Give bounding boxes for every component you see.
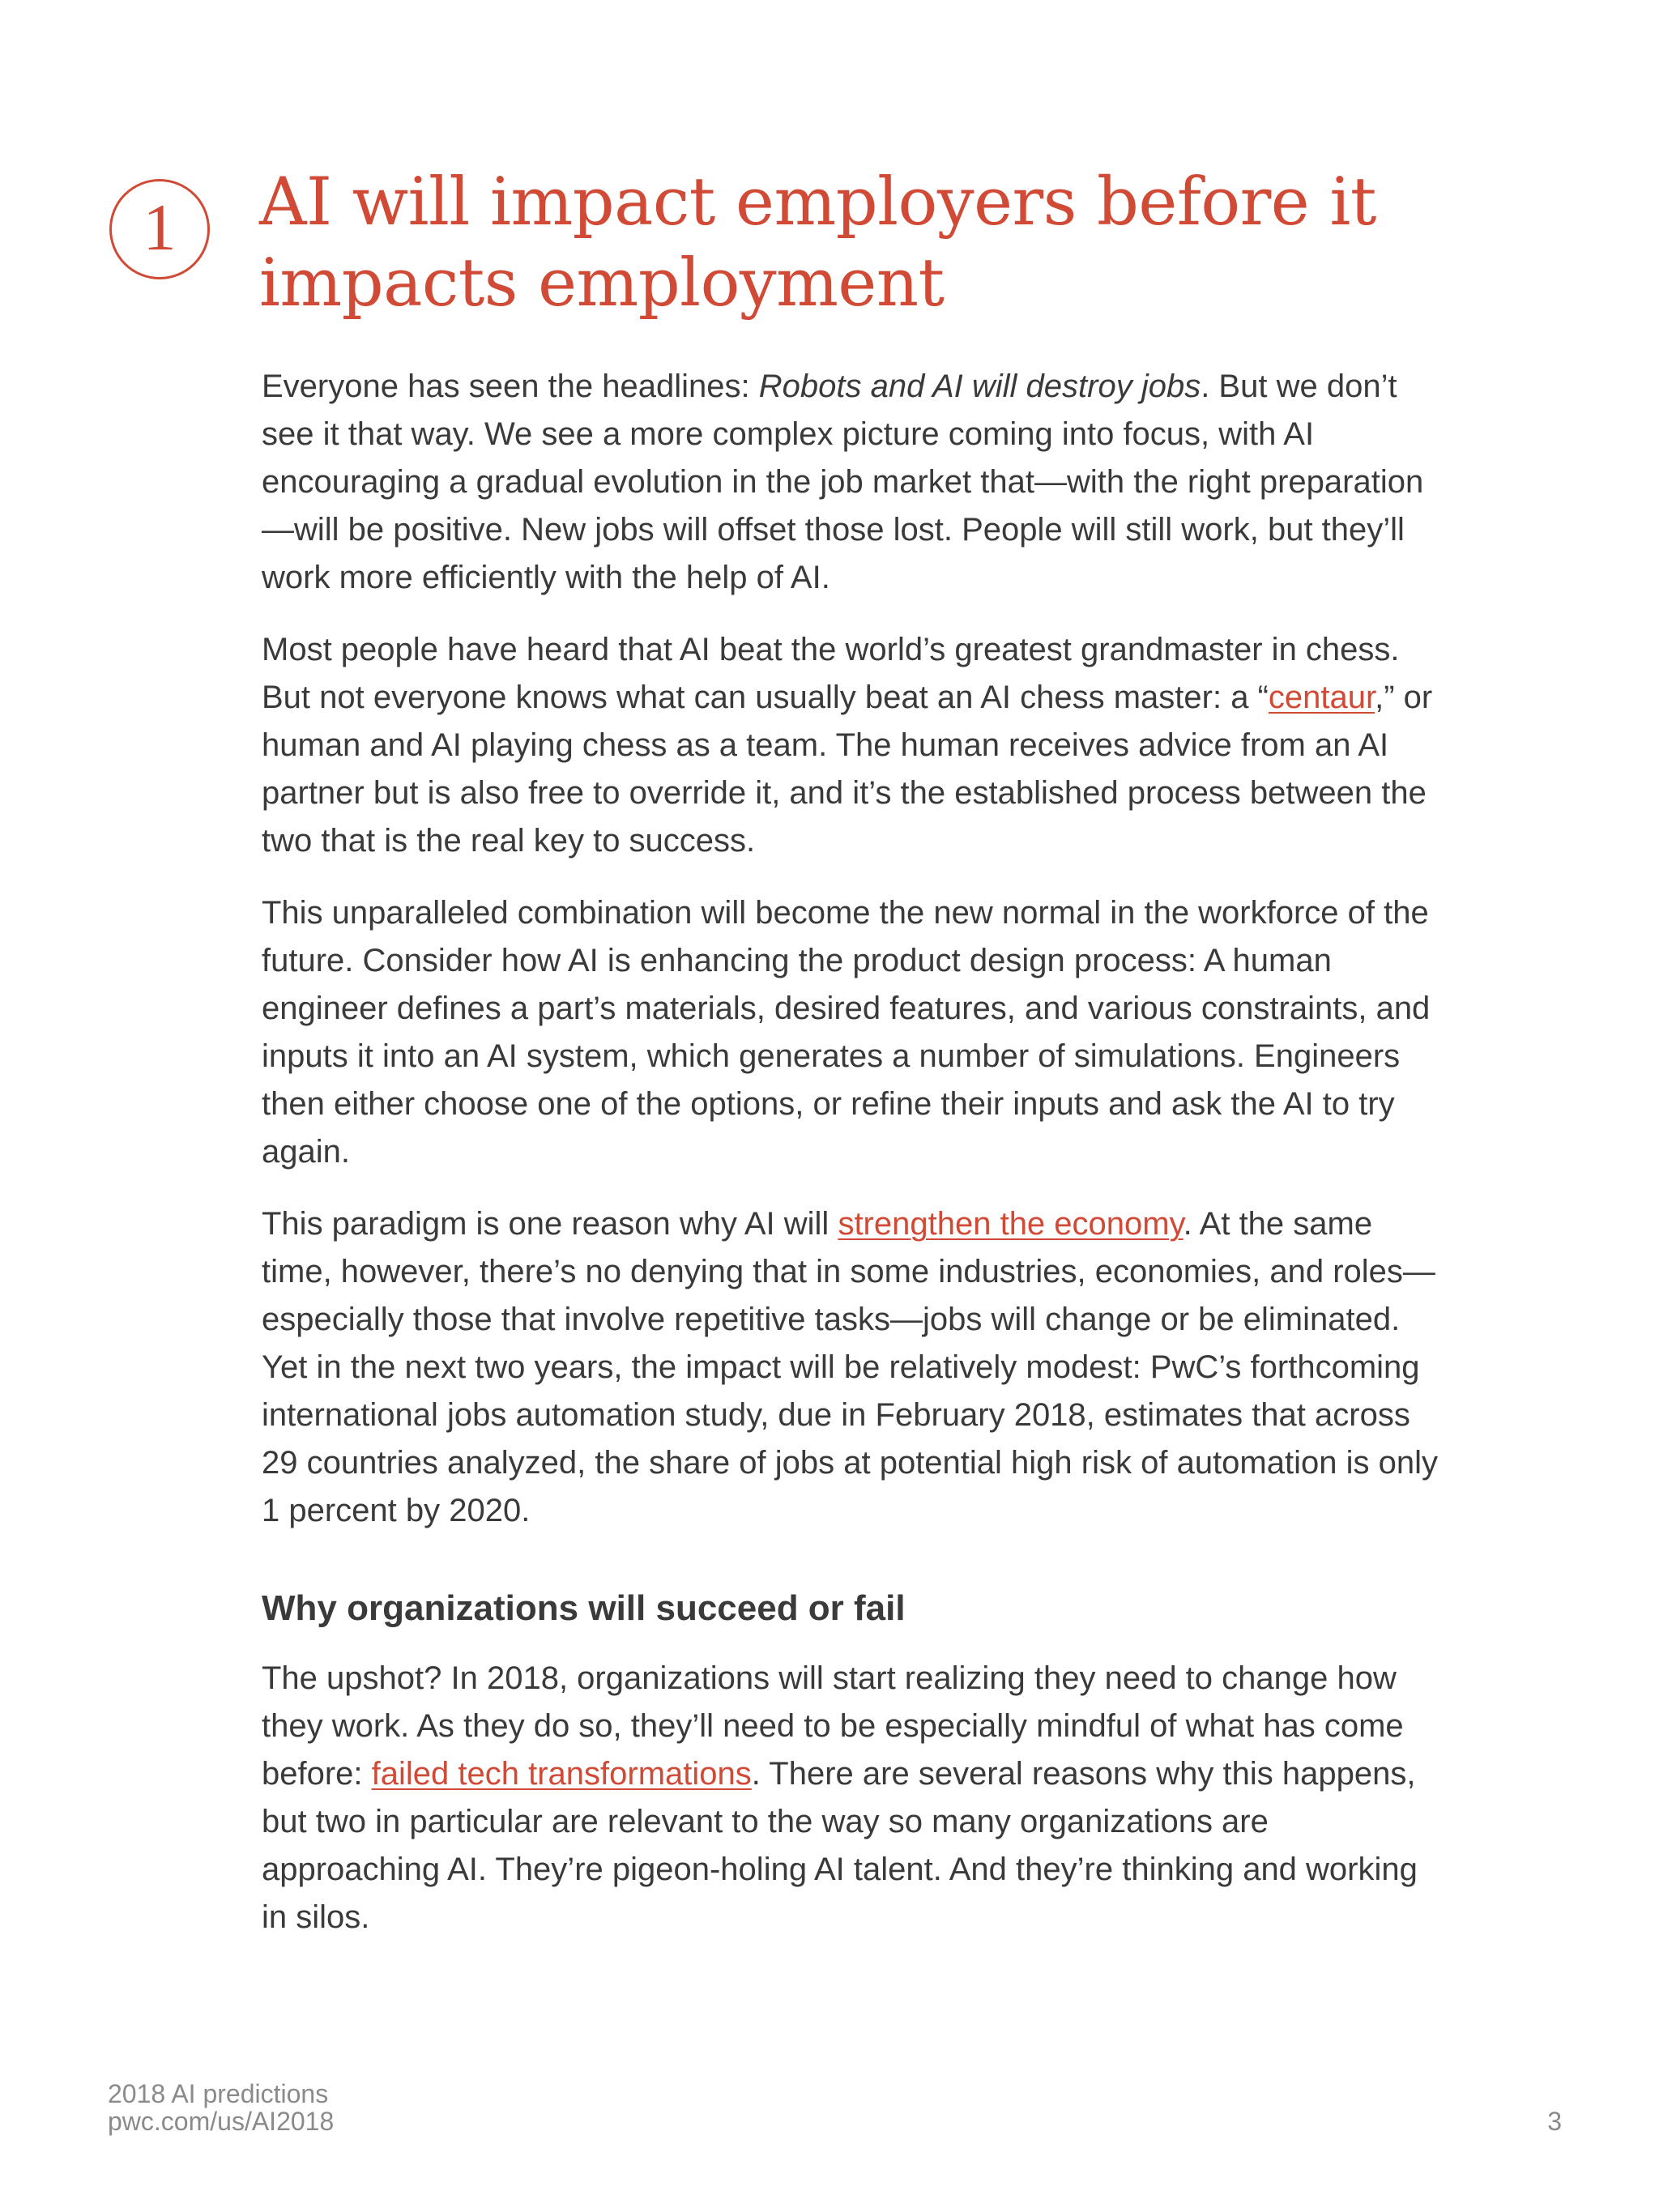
paragraph-2 xyxy=(262,626,1444,865)
section-number: 1 xyxy=(143,190,177,264)
article-body xyxy=(262,363,1444,1966)
headline-quote: Robots and AI will destroy jobs xyxy=(758,369,1201,404)
paragraph-5-text-b: . There are several reasons why this happens, but two in particular are relevant to the way so many organizations are approaching AI. They’re pigeon-holing AI talent. And they’re thinking and working in silos. xyxy=(262,1756,1418,1935)
failed-tech-transformations-link[interactable]: failed tech transformations xyxy=(371,1756,752,1792)
title-line-1: AI will impact employers before it xyxy=(259,164,1376,241)
footer-url[interactable]: pwc.com/us/AI2018 xyxy=(108,2107,335,2136)
footer-report-title: 2018 AI predictions xyxy=(108,2079,329,2108)
paragraph-2-text-b: ,” or human and AI playing chess as a team. The human receives advice from an AI partner but is also free to override it, and it’s the established process between the two that is the real key to success. xyxy=(262,680,1433,859)
paragraph-4 xyxy=(262,1200,1444,1535)
section-subheading: Why organizations will succeed or fail xyxy=(262,1588,906,1628)
centaur-link[interactable]: centaur xyxy=(1268,680,1375,715)
paragraph-1 xyxy=(262,363,1444,602)
paragraph-1-text-a: Everyone has seen the headlines: xyxy=(262,369,759,404)
page-title xyxy=(259,162,1523,324)
paragraph-1-text-b: . But we don’t see it that way. We see a more complex picture coming into focus, with AI encouraging a gradual evolution in the job market that—with the right preparation—will be positive. New jobs will offset those lost. People will still work, but they’ll work more efficiently with the help of AI. xyxy=(262,369,1424,595)
page-number: 3 xyxy=(1547,2107,1562,2136)
paragraph-4-text-b: . At the same time, however, there’s no denying that in some industries, economies, and roles—especially those that involve repetitive tasks—jobs will change or be eliminated. Yet in the next two years, the impact will be relatively modest: PwC’s forthcoming international jobs automation study, due in February 2018, estimates that across 29 countries analyzed, the share of jobs at potential high risk of automation is only 1 percent by 2020. xyxy=(262,1206,1438,1528)
paragraph-5 xyxy=(262,1655,1444,1941)
section-number-badge xyxy=(109,179,210,279)
paragraph-5-text-a: The upshot? In 2018, organizations will start realizing they need to change how they work. As they do so, they’ll need to be especially mindful of what has come before: xyxy=(262,1660,1404,1792)
strengthen-economy-link[interactable]: strengthen the economy xyxy=(838,1206,1183,1242)
title-line-2: impacts employment xyxy=(259,245,945,322)
paragraph-3: This unparalleled combination will become the new normal in the workforce of the future. Consider how AI is enhancing the product design process: A human engineer defines a part’s materials, desired features, and various constraints, and inputs it into an AI system, which generates a number of simulations. Engineers then either choose one of the options, or refine their inputs and ask the AI to try again. xyxy=(262,895,1431,1170)
paragraph-2-text-a: Most people have heard that AI beat the world’s greatest grandmaster in chess. But not everyone knows what can usually beat an AI chess master: a “ xyxy=(262,632,1400,715)
page-footer xyxy=(108,2080,334,2135)
paragraph-4-text-a: This paradigm is one reason why AI will xyxy=(262,1206,838,1242)
